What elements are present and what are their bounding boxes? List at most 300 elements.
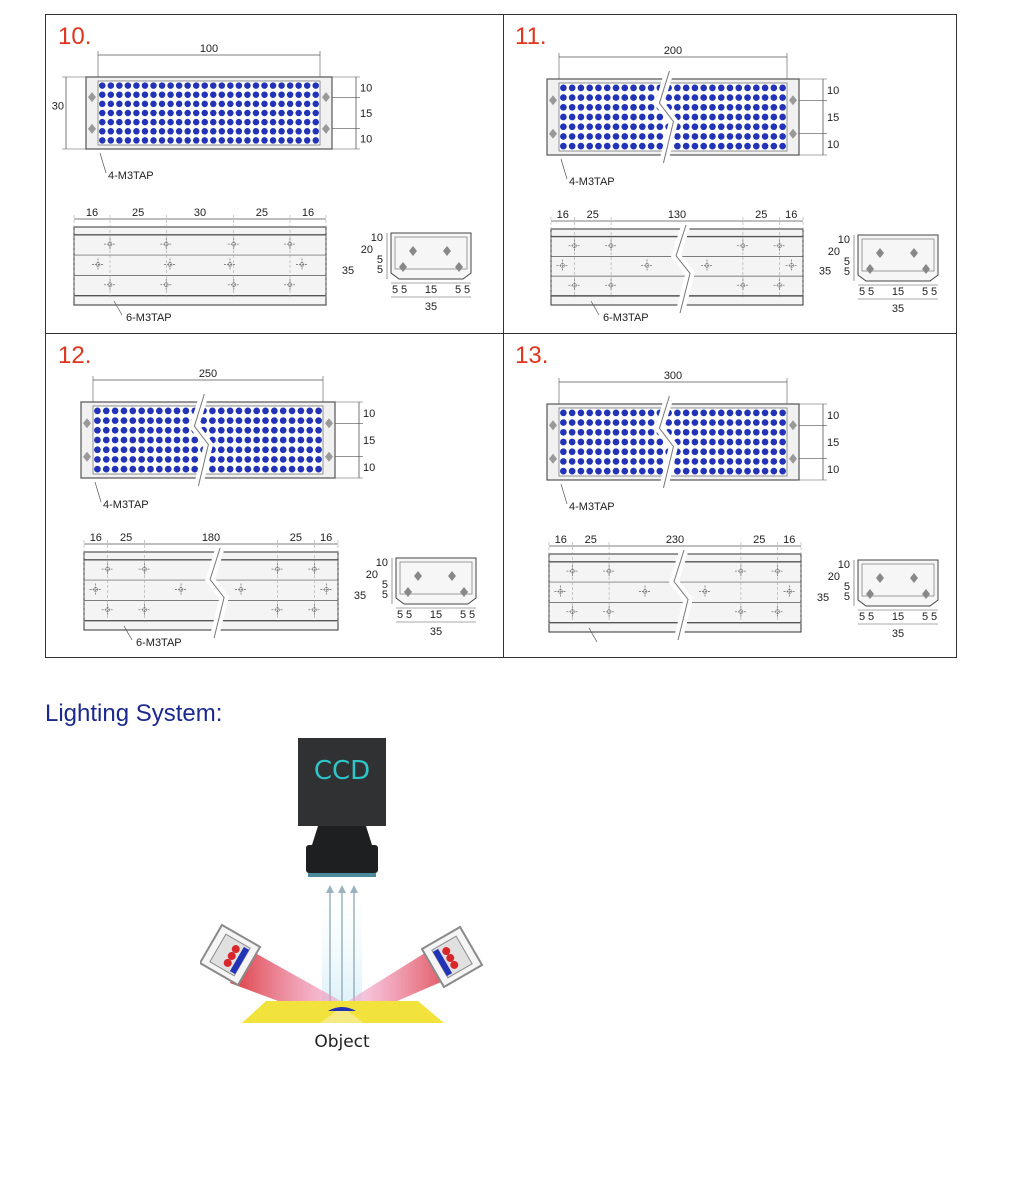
led-dot (210, 128, 216, 134)
led-dot (771, 419, 778, 426)
led-dot (174, 446, 181, 453)
led-dot (184, 82, 190, 88)
led-dot (270, 128, 276, 134)
led-dot (270, 119, 276, 125)
led-dot (261, 110, 267, 116)
led-dot (112, 417, 119, 424)
led-dot (735, 410, 742, 417)
rail-dimension-label: 16 (783, 534, 796, 546)
led-dot (150, 119, 156, 125)
led-dot (193, 119, 199, 125)
led-dot (244, 137, 250, 143)
led-dot (604, 114, 611, 121)
led-dot (674, 468, 681, 475)
led-dot (613, 410, 620, 417)
led-dot (560, 143, 567, 150)
led-dot (586, 429, 593, 436)
profile-dimension-label: 5 (396, 609, 404, 621)
led-dot (165, 437, 172, 444)
led-dot (218, 437, 225, 444)
profile-dimension-label: 15 (891, 611, 905, 623)
led-dot (586, 439, 593, 446)
led-dot (586, 114, 593, 121)
led-dot (560, 419, 567, 426)
led-dot (727, 448, 734, 455)
led-dot (306, 417, 313, 424)
led-dot (244, 110, 250, 116)
led-dot (578, 143, 585, 150)
led-dot (586, 419, 593, 426)
led-dot (604, 410, 611, 417)
led-dot (298, 437, 305, 444)
led-dot (112, 446, 119, 453)
drawing-cell-12 (46, 334, 502, 654)
led-dot (306, 427, 313, 434)
led-dot (560, 429, 567, 436)
led-dot (569, 458, 576, 465)
led-dot (604, 419, 611, 426)
led-dot (569, 439, 576, 446)
drawing-cell-13 (503, 334, 959, 654)
led-dot (156, 456, 163, 463)
led-dot (578, 85, 585, 92)
led-dot (278, 101, 284, 107)
led-dot (578, 458, 585, 465)
profile-dimension-label: 5 (468, 609, 476, 621)
profile-dimension-label: 10 (837, 234, 850, 246)
profile-view (828, 234, 938, 315)
led-dot (569, 114, 576, 121)
led-dot (639, 439, 646, 446)
led-dot (560, 458, 567, 465)
led-dot (99, 128, 105, 134)
led-dot (289, 427, 296, 434)
led-dot (244, 128, 250, 134)
led-dot (298, 427, 305, 434)
led-dot (595, 448, 602, 455)
led-dot (639, 123, 646, 130)
led-dot (648, 104, 655, 111)
led-dot (306, 437, 313, 444)
led-dot (569, 429, 576, 436)
led-dot (709, 143, 716, 150)
led-dot (280, 417, 287, 424)
led-dot (595, 85, 602, 92)
led-dot (674, 458, 681, 465)
led-dot (176, 110, 182, 116)
led-dot (227, 119, 233, 125)
led-dot (630, 429, 637, 436)
led-dot (193, 82, 199, 88)
led-dot (312, 137, 318, 143)
led-dot (201, 128, 207, 134)
led-dot (648, 143, 655, 150)
led-dot (306, 446, 313, 453)
front-view (81, 368, 375, 511)
led-dot (569, 94, 576, 101)
led-dot (121, 466, 128, 473)
led-dot (280, 466, 287, 473)
led-dot (287, 119, 293, 125)
led-dot (210, 110, 216, 116)
led-dot (771, 448, 778, 455)
led-dot (210, 137, 216, 143)
led-dot (560, 410, 567, 417)
rail-dimension-label: 30 (193, 207, 207, 219)
led-dot (150, 128, 156, 134)
led-dot (174, 456, 181, 463)
profile-dimension-label: 5 (867, 611, 875, 623)
led-dot (116, 82, 122, 88)
led-dot (253, 101, 259, 107)
cell-number: 13. (515, 342, 549, 369)
led-dot (261, 128, 267, 134)
led-dot (779, 85, 786, 92)
led-dot (621, 114, 628, 121)
led-dot (116, 137, 122, 143)
led-dot (595, 439, 602, 446)
led-dot (289, 456, 296, 463)
led-dot (304, 82, 310, 88)
led-dot (315, 456, 322, 463)
led-dot (129, 437, 136, 444)
led-dot (99, 110, 105, 116)
led-dot (142, 82, 148, 88)
technical-drawing (503, 334, 959, 652)
led-dot (236, 446, 243, 453)
led-dot (595, 94, 602, 101)
profile-dimension-label: 5 (381, 579, 388, 591)
front-tap-label: 4-M3TAP (569, 501, 615, 513)
led-dot (753, 123, 760, 130)
led-dot (613, 94, 620, 101)
led-dot (586, 104, 593, 111)
led-dot (674, 104, 681, 111)
profile-dimension-label: 5 (454, 284, 462, 296)
led-dot (692, 439, 699, 446)
cell-number: 11. (515, 23, 547, 50)
led-dot (176, 128, 182, 134)
led-dot (121, 417, 128, 424)
side-dimension-label: 10 (827, 139, 840, 152)
led-dot (630, 143, 637, 150)
led-dot (271, 456, 278, 463)
led-dot (753, 94, 760, 101)
led-dot (295, 119, 301, 125)
led-dot (613, 123, 620, 130)
led-dot (744, 114, 751, 121)
led-dot (236, 91, 242, 97)
led-dot (621, 123, 628, 130)
led-dot (630, 439, 637, 446)
profile-view (366, 557, 476, 638)
led-dot (762, 123, 769, 130)
led-dot (262, 446, 269, 453)
led-dot (147, 446, 154, 453)
led-dot (295, 128, 301, 134)
led-dot (700, 114, 707, 121)
led-dot (174, 407, 181, 414)
led-dot (621, 85, 628, 92)
led-dot (613, 85, 620, 92)
led-dot (744, 123, 751, 130)
profile-dimension-label: 5 (400, 284, 408, 296)
led-dot (227, 128, 233, 134)
led-dot (253, 128, 259, 134)
led-dot (183, 437, 190, 444)
led-dot (735, 429, 742, 436)
led-dot (103, 427, 110, 434)
led-dot (210, 119, 216, 125)
led-dot (193, 91, 199, 97)
led-dot (183, 456, 190, 463)
profile-dimension-label: 5 (381, 589, 388, 601)
led-dot (121, 437, 128, 444)
led-dot (236, 407, 243, 414)
led-dot (578, 448, 585, 455)
led-dot (174, 466, 181, 473)
led-dot (112, 466, 119, 473)
led-dot (183, 407, 190, 414)
led-dot (129, 427, 136, 434)
led-dot (718, 410, 725, 417)
length-label: 200 (663, 45, 683, 57)
led-dot (753, 439, 760, 446)
led-dot (261, 137, 267, 143)
led-dot (586, 94, 593, 101)
led-dot (569, 468, 576, 475)
led-dot (744, 419, 751, 426)
led-dot (700, 123, 707, 130)
led-dot (304, 128, 310, 134)
led-dot (271, 407, 278, 414)
led-dot (692, 429, 699, 436)
led-dot (287, 82, 293, 88)
rail-dimension-label: 180 (201, 532, 221, 544)
led-dot (167, 91, 173, 97)
led-dot (648, 114, 655, 121)
led-dot (709, 104, 716, 111)
led-dot (718, 429, 725, 436)
led-dot (779, 94, 786, 101)
led-dot (569, 85, 576, 92)
led-dot (270, 91, 276, 97)
led-dot (298, 466, 305, 473)
led-dot (218, 466, 225, 473)
led-dot (709, 458, 716, 465)
led-dot (692, 94, 699, 101)
rail-height-label: 35 (818, 265, 832, 278)
led-dot (595, 104, 602, 111)
led-dot (227, 417, 234, 424)
led-dot (683, 94, 690, 101)
tap-leader-line (561, 484, 567, 504)
led-dot (700, 429, 707, 436)
led-dot (287, 137, 293, 143)
profile-dimension-label: 20 (827, 246, 840, 258)
led-dot (727, 410, 734, 417)
led-dot (298, 456, 305, 463)
side-dimension-label: 10 (360, 133, 373, 146)
led-dot (762, 85, 769, 92)
led-dot (176, 101, 182, 107)
led-dot (700, 143, 707, 150)
led-dot (613, 448, 620, 455)
led-dot (270, 137, 276, 143)
led-dot (227, 456, 234, 463)
led-dot (262, 466, 269, 473)
object-label: Object (314, 1032, 370, 1052)
led-dot (604, 429, 611, 436)
led-dot (280, 407, 287, 414)
led-dot (709, 94, 716, 101)
led-dot (621, 410, 628, 417)
led-dot (718, 85, 725, 92)
led-dot (262, 456, 269, 463)
led-dot (630, 448, 637, 455)
led-dot (683, 123, 690, 130)
led-dot (183, 466, 190, 473)
profile-dimension-label: 5 (858, 611, 866, 623)
led-dot (147, 456, 154, 463)
led-dot (718, 468, 725, 475)
led-dot (735, 133, 742, 140)
led-dot (630, 468, 637, 475)
led-dot (692, 143, 699, 150)
led-dot (639, 104, 646, 111)
section-title: Lighting System: (45, 700, 223, 727)
led-dot (244, 427, 251, 434)
led-dot (613, 458, 620, 465)
led-dot (630, 410, 637, 417)
led-dot (138, 456, 145, 463)
led-dot (735, 458, 742, 465)
led-dot (271, 427, 278, 434)
led-dot (657, 133, 664, 140)
side-dimension-label: 10 (827, 84, 840, 97)
led-dot (121, 427, 128, 434)
led-dot (253, 446, 260, 453)
led-dot (779, 429, 786, 436)
led-dot (304, 119, 310, 125)
led-dot (156, 407, 163, 414)
led-dot (648, 448, 655, 455)
led-dot (156, 427, 163, 434)
led-dot (639, 85, 646, 92)
led-dot (578, 429, 585, 436)
led-dot (236, 110, 242, 116)
led-dot (121, 446, 128, 453)
rail-dimension-label: 25 (119, 532, 133, 544)
led-dot (210, 82, 216, 88)
led-dot (744, 104, 751, 111)
led-dot (94, 446, 101, 453)
led-dot (261, 119, 267, 125)
led-dot (709, 123, 716, 130)
led-dot (771, 85, 778, 92)
profile-dimension-label: 20 (827, 571, 840, 583)
led-dot (165, 417, 172, 424)
led-dot (108, 128, 114, 134)
led-dot (692, 114, 699, 121)
rail-dimension-label: 16 (554, 534, 567, 546)
rail-dimension-label: 16 (85, 207, 99, 219)
led-dot (595, 410, 602, 417)
led-dot (116, 119, 122, 125)
led-dot (630, 419, 637, 426)
led-dot (560, 85, 567, 92)
led-dot (735, 468, 742, 475)
led-dot (700, 419, 707, 426)
led-dot (184, 119, 190, 125)
led-dot (604, 85, 611, 92)
rail-dimension-label: 16 (301, 207, 315, 219)
led-dot (604, 133, 611, 140)
led-dot (165, 456, 172, 463)
led-dot (779, 410, 786, 417)
led-dot (762, 458, 769, 465)
led-dot (133, 110, 139, 116)
led-dot (683, 143, 690, 150)
led-dot (184, 128, 190, 134)
led-dot (569, 448, 576, 455)
led-dot (692, 410, 699, 417)
led-dot (236, 466, 243, 473)
led-dot (295, 110, 301, 116)
led-dot (244, 91, 250, 97)
led-dot (586, 410, 593, 417)
drawing-cell-11 (503, 15, 959, 335)
led-dot (621, 143, 628, 150)
led-dot (753, 410, 760, 417)
led-dot (174, 437, 181, 444)
led-dot (174, 417, 181, 424)
led-dot (657, 123, 664, 130)
led-dot (648, 85, 655, 92)
led-dot (744, 439, 751, 446)
led-dot (261, 91, 267, 97)
led-dot (718, 143, 725, 150)
led-dot (184, 110, 190, 116)
profile-dimension-label: 5 (843, 256, 850, 268)
led-dot (727, 94, 734, 101)
led-dot (569, 123, 576, 130)
led-dot (604, 458, 611, 465)
length-label: 300 (663, 370, 683, 382)
led-dot (218, 407, 225, 414)
led-dot (753, 104, 760, 111)
object-stage-icon (242, 1001, 444, 1023)
led-dot (94, 437, 101, 444)
led-dot (735, 123, 742, 130)
led-dot (621, 429, 628, 436)
led-dot (295, 101, 301, 107)
led-dot (312, 110, 318, 116)
profile-outline (391, 233, 471, 279)
led-dot (236, 128, 242, 134)
profile-dimension-label: 10 (837, 559, 850, 571)
tap-leader-line (100, 153, 106, 173)
led-dot (278, 137, 284, 143)
led-dot (613, 439, 620, 446)
led-dot (133, 119, 139, 125)
led-dot (674, 94, 681, 101)
led-dot (683, 419, 690, 426)
led-dot (271, 417, 278, 424)
led-dot (683, 429, 690, 436)
led-dot (167, 119, 173, 125)
led-dot (700, 85, 707, 92)
